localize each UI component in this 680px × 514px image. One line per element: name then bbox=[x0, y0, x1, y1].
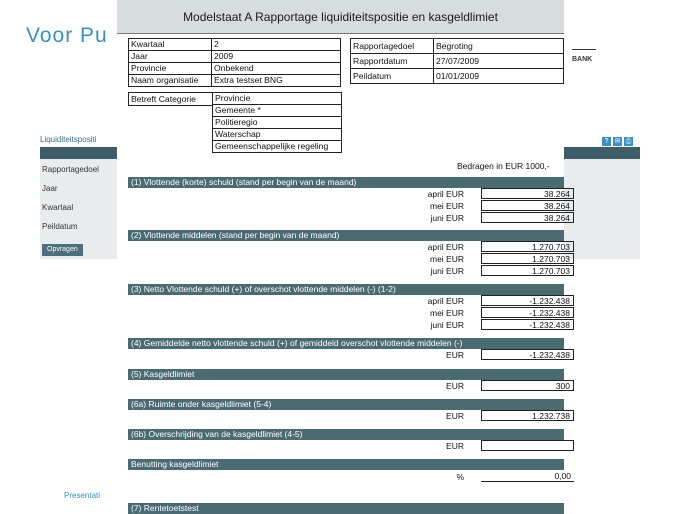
section-title: (2) Vlottende middelen (stand per begin van de maand) bbox=[128, 230, 564, 241]
row-value: -1.232.438 bbox=[481, 307, 574, 318]
row-value: 1.270.703 bbox=[481, 253, 574, 264]
info-label: Rapportagedoel bbox=[351, 39, 434, 53]
section-title: (1) Vlottende (korte) schuld (stand per begin van de maand) bbox=[128, 177, 564, 188]
row-label: EUR bbox=[446, 381, 464, 391]
info-value: 01/01/2009 bbox=[436, 71, 480, 81]
section-title: (6a) Ruimte onder kasgeldlimiet (5-4) bbox=[128, 399, 564, 410]
sidebar-item-peildatum[interactable]: Peildatum bbox=[42, 222, 78, 231]
section-title: Benutting kasgeldlimiet bbox=[128, 459, 564, 470]
section-title: (4) Gemiddelde netto vlottende schuld (+) of gemiddeld overschot vlottende middelen (-) bbox=[128, 338, 564, 349]
categorie-option-label: Waterschap bbox=[215, 129, 261, 139]
info-value: Extra testset BNG bbox=[214, 75, 283, 85]
row-label: EUR bbox=[446, 411, 464, 421]
background-right-panel bbox=[564, 159, 640, 259]
categorie-option-label: Gemeenschappelijke regeling bbox=[215, 141, 329, 151]
row-value: 38.264 bbox=[481, 212, 574, 223]
info-right-box bbox=[350, 38, 564, 84]
info-row-peildatum bbox=[351, 69, 563, 83]
table-row bbox=[128, 241, 570, 253]
row-label: mei EUR bbox=[429, 308, 464, 318]
info-row-rapportdatum bbox=[351, 54, 563, 69]
row-value: -1.232.438 bbox=[481, 319, 574, 330]
print-icon[interactable]: ⎙ bbox=[625, 138, 632, 145]
sidebar-item-jaar[interactable]: Jaar bbox=[42, 184, 58, 193]
categorie-option-label: Gemeente * bbox=[215, 105, 261, 115]
report-header bbox=[117, 0, 564, 34]
row-value: 300 bbox=[481, 380, 574, 391]
sidebar-item-kwartaal[interactable]: Kwartaal bbox=[42, 203, 74, 212]
row-label: april EUR bbox=[427, 242, 464, 252]
info-label: Naam organisatie bbox=[129, 75, 212, 86]
categorie-options bbox=[212, 92, 342, 153]
categorie-option bbox=[213, 129, 341, 141]
row-value: 38.264 bbox=[481, 200, 574, 211]
categorie-option bbox=[213, 105, 341, 117]
help-icon[interactable]: ? bbox=[602, 137, 611, 146]
table-row bbox=[128, 471, 571, 483]
background-page-title: Voor Pu bbox=[26, 24, 108, 47]
background-logo-rule bbox=[572, 49, 596, 50]
section-title: (7) Rentetoetstest bbox=[128, 503, 564, 514]
section-title: (5) Kasgeldlimiet bbox=[128, 369, 564, 380]
row-label: juni EUR bbox=[430, 266, 464, 276]
info-label: Provincie bbox=[129, 63, 212, 74]
table-row bbox=[128, 349, 570, 361]
table-row bbox=[128, 319, 570, 331]
row-label: mei EUR bbox=[429, 201, 464, 211]
table-row bbox=[128, 440, 564, 452]
categorie-option-label: Provincie bbox=[215, 93, 251, 103]
row-value bbox=[481, 440, 574, 451]
row-value: 38.264 bbox=[481, 188, 574, 199]
row-value: -1.232.438 bbox=[481, 295, 574, 306]
background-toolbar-icons bbox=[602, 130, 635, 148]
row-value: -1.232.438 bbox=[481, 349, 574, 360]
sidebar-item-rapportagedoel[interactable]: Rapportagedoel bbox=[42, 165, 99, 174]
info-value: 2009 bbox=[214, 51, 234, 61]
info-label: Rapportdatum bbox=[351, 54, 434, 68]
categorie-option bbox=[213, 93, 341, 105]
row-value: 1.270.703 bbox=[481, 265, 574, 276]
info-label: Kwartaal bbox=[129, 39, 212, 50]
info-row-provincie bbox=[129, 63, 340, 75]
info-left-box bbox=[128, 38, 341, 87]
table-row bbox=[128, 410, 570, 422]
info-row-jaar bbox=[129, 51, 340, 63]
row-label: april EUR bbox=[427, 189, 464, 199]
categorie-option bbox=[213, 141, 341, 152]
info-label: Jaar bbox=[129, 51, 212, 62]
row-value: 0,00 bbox=[481, 471, 574, 482]
row-label: juni EUR bbox=[430, 213, 464, 223]
table-row bbox=[128, 307, 570, 319]
info-label: Peildatum bbox=[351, 69, 434, 83]
info-row-organisatie bbox=[129, 75, 340, 86]
row-value: 1.270.703 bbox=[481, 241, 574, 252]
table-row bbox=[128, 295, 570, 307]
info-value: Onbekend bbox=[214, 63, 254, 73]
info-row-kwartaal bbox=[129, 39, 340, 51]
mail-icon[interactable]: ✉ bbox=[614, 138, 621, 145]
row-label: % bbox=[456, 472, 464, 482]
table-row bbox=[128, 188, 570, 200]
row-label: april EUR bbox=[427, 296, 464, 306]
table-row bbox=[128, 200, 570, 212]
table-row bbox=[128, 253, 570, 265]
report-document bbox=[117, 0, 571, 513]
background-breadcrumb[interactable]: Liquiditeitspositi bbox=[40, 135, 97, 144]
info-row-rapportagedoel bbox=[351, 39, 563, 54]
table-row bbox=[128, 380, 570, 392]
info-value: 2 bbox=[214, 39, 219, 49]
categorie-option-label: Politieregio bbox=[215, 117, 258, 127]
row-label: mei EUR bbox=[429, 254, 464, 264]
background-bank-logo: BANK bbox=[572, 56, 593, 63]
table-row bbox=[128, 265, 570, 277]
row-label: EUR bbox=[446, 350, 464, 360]
row-value: 1.232.738 bbox=[481, 410, 574, 421]
info-value: 27/07/2009 bbox=[436, 56, 480, 66]
row-label: EUR bbox=[446, 441, 464, 451]
table-row bbox=[128, 212, 570, 224]
background-footer-link[interactable]: Presentati bbox=[64, 491, 101, 500]
categorie-label: Betreft Categorie bbox=[131, 94, 196, 104]
opvragen-button[interactable]: Opvragen bbox=[42, 244, 83, 256]
section-title: (6b) Overschrijding van de kasgeldlimiet (4-5) bbox=[128, 429, 564, 440]
section-title: (3) Netto Vlottende schuld (+) of overschot vlottende middelen (-) (1-2) bbox=[128, 284, 564, 295]
info-value: Begroting bbox=[436, 41, 473, 51]
amounts-note: Bedragen in EUR 1000,- bbox=[457, 161, 550, 171]
background-right-panel-header bbox=[564, 147, 640, 159]
report-title: Modelstaat A Rapportage liquiditeitspositie en kasgeldlimiet bbox=[183, 10, 498, 24]
categorie-option bbox=[213, 117, 341, 129]
row-label: juni EUR bbox=[430, 320, 464, 330]
